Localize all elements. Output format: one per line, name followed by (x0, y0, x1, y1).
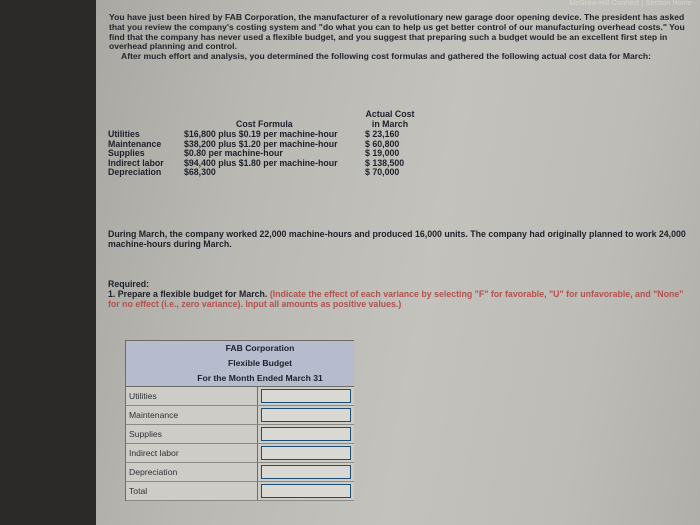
fb-company-name: FAB Corporation (126, 341, 354, 356)
screen (96, 0, 700, 525)
cost-formula: $68,300 (184, 167, 216, 178)
fb-row-label: Depreciation (126, 463, 258, 481)
actual-cost: $ 60,800 (365, 138, 400, 149)
required-title: Required: (108, 279, 150, 289)
col-actual-line2: in March (371, 118, 409, 129)
table-row (126, 444, 354, 463)
required-instruction: (Indicate the effect of each variance by selecting "F" for favorable, "U" for unfavorable, and "None" for no effect (i.e., zero variance). Input all amounts as positive values.) (108, 289, 684, 310)
indirect-labor-amount-input[interactable] (261, 446, 351, 460)
cost-item: Utilities (108, 129, 140, 139)
table-row (126, 425, 354, 444)
required-item-1: 1. Prepare a flexible budget for March. (108, 289, 268, 300)
col-actual-cost (362, 110, 418, 129)
actual-cost: $ 19,000 (365, 148, 400, 159)
cost-item: Indirect labor (108, 157, 164, 168)
fb-row-label: Utilities (126, 387, 258, 405)
table-row (126, 482, 354, 501)
fb-period: For the Month Ended March 31 (126, 371, 354, 387)
total-amount-input[interactable] (261, 484, 351, 498)
utilities-amount-input[interactable] (261, 389, 351, 403)
cost-table-header (108, 110, 420, 130)
fb-row-label: Supplies (126, 425, 258, 443)
cost-formula: $0.80 per machine-hour (184, 148, 283, 159)
cost-formula: $38,200 plus $1.20 per machine-hour (184, 138, 338, 149)
cost-formula: $94,400 plus $1.80 per machine-hour (184, 157, 338, 168)
actual-cost: $ 23,160 (365, 129, 400, 139)
table-row (126, 463, 354, 482)
depreciation-amount-input[interactable] (261, 465, 351, 479)
actual-cost: $ 70,000 (365, 167, 400, 178)
cost-item: Maintenance (108, 138, 162, 149)
table-row (126, 406, 354, 425)
table-row (108, 168, 420, 178)
col-actual-line1: Actual Cost (365, 109, 415, 119)
cost-item: Supplies (108, 148, 145, 159)
section-home-link[interactable]: McGraw-Hill Connect | Section Home (569, 0, 692, 7)
cost-item: Depreciation (108, 167, 162, 178)
flexible-budget-table (125, 340, 354, 501)
fb-row-label: Indirect labor (126, 444, 258, 462)
table-row (126, 387, 354, 406)
machine-hours-paragraph: During March, the company worked 22,000 machine-hours and produced 16,000 units. The company had originally planned to work 24,000 machine-hours during March. (108, 229, 686, 249)
actual-cost: $ 138,500 (365, 157, 405, 168)
intro-paragraph-2: After much effort and analysis, you determined the following cost formulas and gathered the following actual cost data for March: (121, 51, 652, 62)
intro-paragraph-1: You have just been hired by FAB Corporation, the manufacturer of a revolutionary new garage door opening device. The president has asked that you review the company's costing system and "do what you can to help us get better control of our manufacturing overhead costs." You find that the company has never used a flexible budget, and you suggest that preparing such a budget would be an excellent first step in overhead planning and control. (109, 12, 685, 52)
cost-formula: $16,800 plus $0.19 per machine-hour (184, 129, 338, 139)
maintenance-amount-input[interactable] (261, 408, 351, 422)
fb-row-label: Total (126, 482, 258, 500)
supplies-amount-input[interactable] (261, 427, 351, 441)
fb-title: Flexible Budget (126, 356, 354, 371)
required-section (108, 279, 693, 310)
col-cost-formula: Cost Formula (236, 119, 293, 129)
fb-row-label: Maintenance (126, 406, 258, 424)
problem-intro (109, 13, 694, 62)
cost-formula-table (108, 110, 420, 178)
